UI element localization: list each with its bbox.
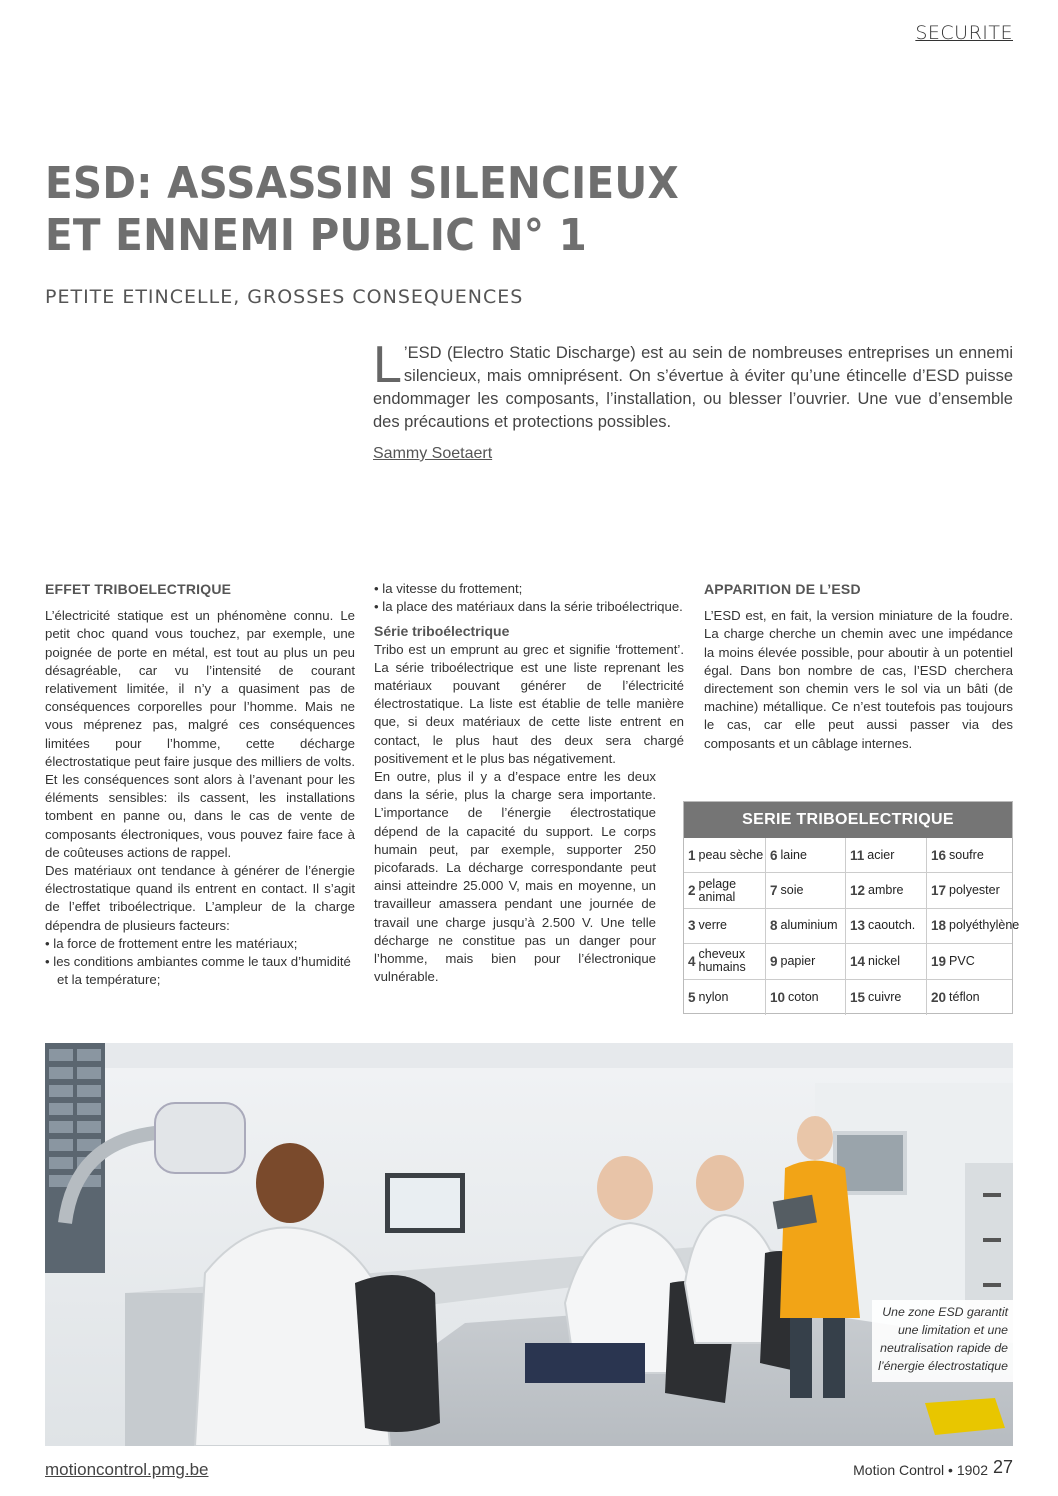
cell-label: aluminium bbox=[780, 918, 838, 933]
table-cell bbox=[927, 909, 1020, 944]
article-subtitle: PETITE ETINCELLE, GROSSES CONSEQUENCES bbox=[45, 286, 524, 308]
table-cell bbox=[846, 838, 927, 873]
photo-caption: Une zone ESD garantit une limitation et une neutralisation rapide de l’énergie électrostatique bbox=[872, 1300, 1013, 1382]
cell-number: 4 bbox=[688, 953, 696, 969]
cell-number: 2 bbox=[688, 883, 696, 899]
cell-label: pelage animal bbox=[698, 876, 737, 904]
lead-paragraph bbox=[373, 336, 1013, 434]
cell-number: 18 bbox=[931, 918, 947, 934]
cell-number: 13 bbox=[850, 918, 866, 934]
cell-label: nylon bbox=[698, 989, 729, 1004]
footer-website-link[interactable]: motioncontrol.pmg.be bbox=[45, 1460, 209, 1479]
table-cell bbox=[684, 944, 766, 979]
subheading-serie-triboelectrique: Série triboélectrique bbox=[374, 623, 510, 640]
cell-number: 11 bbox=[850, 847, 865, 863]
paragraph: L’ESD est, en fait, la version miniature de la foudre. La charge cherche un chemin avec une impédance la moins élevée possible, pour aboutir à un potentiel égal. Dans bon nombre de cas, l’ESD cherchera directement son chemin vers le sol via un bâti (de machine) métallique. Ce n’est toutefois pas toujours le cas, car elle peut aussi passer via des composants et un câblage internes. bbox=[704, 608, 1013, 751]
cell-number: 10 bbox=[770, 989, 786, 1005]
bullet-item: • la force de frottement entre les matériaux; bbox=[45, 935, 298, 951]
table-cell bbox=[766, 980, 846, 1015]
paragraph: En outre, plus il y a d’espace entre les deux dans la série, plus la charge sera importante. L’importance de l’énergie électrostatique dépend de la capacité du support. Le corps humain peut, par exemple, supporter 250 picofarads. La décharge correspondante peut ainsi atteindre 25.000 V, mais en moyenne, un travailleur amassera pendant une journée de travail une charge jusqu’à 2.500 V. Une telle décharge ne constitue pas un danger pour l’homme, mais bien pour l’électronique vulnérable. bbox=[374, 769, 656, 985]
cell-label: polyester bbox=[949, 883, 1000, 898]
bullet-item: • la vitesse du frottement; bbox=[374, 581, 523, 596]
cell-number: 3 bbox=[688, 918, 696, 934]
cell-label: polyéthylène bbox=[949, 918, 1020, 933]
page-number: 27 bbox=[992, 1457, 1013, 1477]
cell-number: 7 bbox=[770, 883, 778, 899]
cell-number: 19 bbox=[931, 953, 947, 969]
table-cell bbox=[927, 838, 1012, 873]
cell-label: soie bbox=[780, 883, 804, 898]
table-cell bbox=[684, 980, 766, 1015]
table-cell bbox=[684, 909, 766, 944]
section-tag: SECURITE bbox=[915, 22, 1013, 44]
lab-photo bbox=[45, 1043, 1013, 1446]
cell-number: 9 bbox=[770, 953, 778, 969]
cell-label: caoutch. bbox=[868, 918, 916, 933]
cell-number: 16 bbox=[931, 847, 947, 863]
bullet-item: • la place des matériaux dans la série triboélectrique. bbox=[374, 599, 683, 615]
cell-label: acier bbox=[867, 847, 895, 862]
table-cell bbox=[684, 873, 766, 908]
lead-text: ’ESD (Electro Static Discharge) est au sein de nombreuses entreprises un ennemi silencieux, mais omniprésent. On s’évertue à éviter qu’une étincelle d’ESD puisse endommager les composants, l’installation, ou blesser l’ouvrier. Une vue d’ensemble des précautions et protections possibles. bbox=[373, 344, 1013, 431]
cell-label: nickel bbox=[868, 953, 900, 968]
cell-number: 12 bbox=[850, 883, 866, 899]
paragraph: L’électricité statique est un phénomène connu. Le petit choc quand vous touchez, par exemple, une poignée de porte en métal, est tout au plus un peu désagréable, car vu l’intensité de courant relativement limitée, il n’y a quasiment pas de conséquences corporelles pour l’homme. Mais ne vous méprenez pas, malgré ces conséquences limitées pour l’homme, cette décharge électrostatique peut faire jusque des milliers de volts. Et les conséquences sont alors à l’avenant pour les éléments sensibles: ils cassent, les installations tombent en panne ou, dans le cas de vente de composants électroniques, vous pouvez faire face à de coûteuses actions de rappel. bbox=[45, 608, 355, 860]
cell-label: téflon bbox=[949, 989, 980, 1004]
table-cell bbox=[766, 944, 846, 979]
table-cell bbox=[846, 909, 927, 944]
bullet-item: • les conditions ambiantes comme le taux d’humidité et la température; bbox=[45, 954, 351, 988]
cell-number: 8 bbox=[770, 918, 778, 934]
cell-number: 5 bbox=[688, 989, 696, 1005]
cell-number: 14 bbox=[850, 953, 866, 969]
cell-number: 1 bbox=[688, 847, 696, 863]
table-cell bbox=[846, 944, 927, 979]
cell-label: verre bbox=[698, 918, 727, 933]
cell-label: soufre bbox=[949, 847, 984, 862]
paragraph: Des matériaux ont tendance à générer de l’énergie électrostatique quand ils entrent en contact. Il s’agit de l’effet triboélectrique. L’ampleur de la charge dépendra de plusieurs facteurs: bbox=[45, 863, 355, 933]
cell-number: 15 bbox=[850, 989, 866, 1005]
cell-number: 6 bbox=[770, 847, 778, 863]
table-cell bbox=[684, 838, 766, 873]
cell-label: laine bbox=[780, 847, 807, 862]
cell-label: PVC bbox=[949, 953, 975, 968]
footer-magazine-issue: Motion Control • 1902 bbox=[853, 1462, 988, 1478]
cell-label: cheveux humains bbox=[698, 947, 746, 975]
cell-label: cuivre bbox=[868, 989, 902, 1004]
cell-number: 20 bbox=[931, 989, 947, 1005]
title-line-1: ESD: ASSASSIN SILENCIEUX bbox=[45, 158, 680, 209]
cell-label: coton bbox=[788, 989, 819, 1004]
table-cell bbox=[927, 980, 1012, 1015]
lab-illustration bbox=[45, 1043, 1013, 1446]
author-link[interactable]: Sammy Soetaert bbox=[373, 445, 493, 462]
drop-cap: L bbox=[373, 336, 402, 394]
table-cell bbox=[927, 944, 1012, 979]
title-line-2: ET ENNEMI PUBLIC N° 1 bbox=[45, 210, 588, 261]
cell-label: ambre bbox=[868, 883, 904, 898]
column-3 bbox=[704, 580, 1013, 753]
cell-label: peau sèche bbox=[698, 847, 764, 862]
column-1 bbox=[45, 580, 355, 989]
table-cell bbox=[766, 873, 846, 908]
table-cell bbox=[766, 909, 846, 944]
cell-number: 17 bbox=[931, 883, 947, 899]
heading-apparition-esd: APPARITION DE L’ESD bbox=[704, 581, 861, 597]
table-cell bbox=[846, 980, 927, 1015]
table-cell bbox=[927, 873, 1012, 908]
article-title bbox=[45, 158, 744, 262]
table-title: SERIE TRIBOELECTRIQUE bbox=[684, 802, 1012, 838]
cell-label: papier bbox=[780, 953, 816, 968]
table-grid bbox=[684, 838, 1020, 1015]
column-2 bbox=[374, 580, 684, 986]
table-cell bbox=[766, 838, 846, 873]
triboelectric-table bbox=[683, 801, 1020, 1014]
table-cell bbox=[846, 873, 927, 908]
paragraph: Tribo est un emprunt au grec et signifie ‘frottement’. La série triboélectrique est une liste reprenant les matériaux pouvant générer de l’électricité électrostatique. La liste est établie de telle manière que, si deux matériaux de cette liste entrent en contact, le plus haut des deux sera chargé positivement et le plus bas négativement. bbox=[374, 641, 684, 766]
heading-effet-triboelectrique: EFFET TRIBOELECTRIQUE bbox=[45, 581, 232, 597]
